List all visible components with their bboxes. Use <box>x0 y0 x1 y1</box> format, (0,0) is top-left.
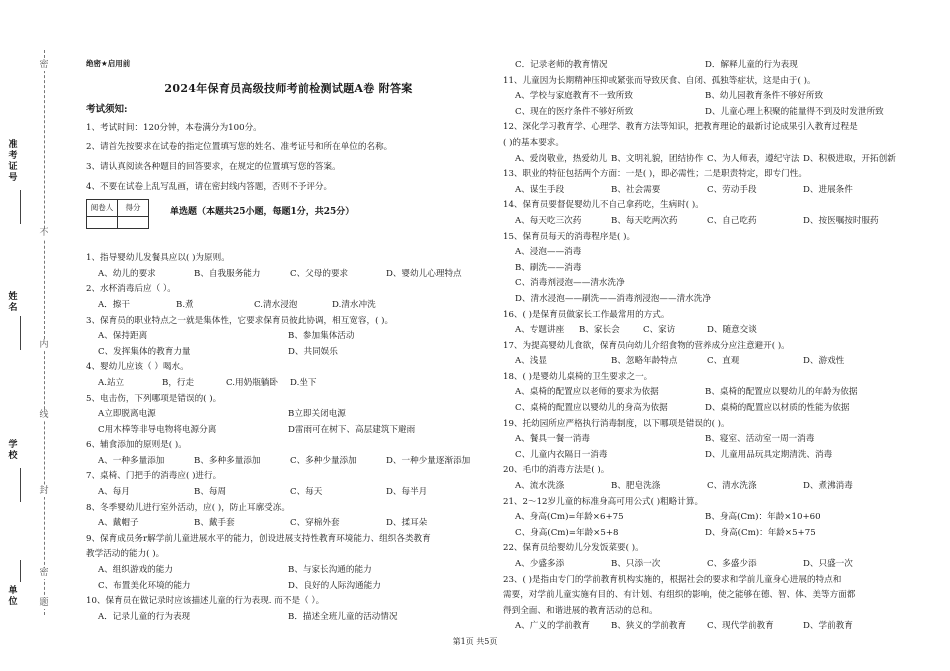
option-row <box>86 298 491 314</box>
answer-option[interactable]: A、桌椅的配置应以老师的要求为依据 <box>515 387 659 398</box>
section-title: 单选题（本题共25小题，每题1分，共25分） <box>170 207 355 218</box>
answer-option[interactable]: B、文明礼貌，团结协作 <box>611 153 704 164</box>
option-row <box>86 454 491 470</box>
option-row <box>503 510 923 526</box>
question-stem: 16、( )是保育员做家长工作最常用的方式。 <box>503 309 670 320</box>
question-stem: 22、保育员给婴幼儿分发饭菜要( )。 <box>503 543 644 554</box>
answer-option[interactable]: B.煮 <box>176 299 194 310</box>
field-label-name: 姓名 <box>8 292 18 313</box>
answer-option[interactable]: B、忽略年龄特点 <box>611 356 678 367</box>
option-row <box>86 345 491 361</box>
answer-option[interactable]: D、共同娱乐 <box>288 346 338 357</box>
grader-header: 阅卷人 <box>87 200 118 217</box>
option-row <box>503 105 923 121</box>
answer-option[interactable]: C、父母的要求 <box>290 268 349 279</box>
answer-option[interactable]: B、幼儿园教育条件不够好所致 <box>705 91 824 102</box>
answer-option[interactable]: A、广义的学前教育 <box>515 621 590 632</box>
answer-option[interactable]: B、桌椅的配置应以婴幼儿的年龄为依据 <box>705 387 858 398</box>
question-stem: 5、电击伤，下列哪项是错误的( )。 <box>86 393 222 404</box>
grader-cell[interactable] <box>87 216 118 228</box>
notice-item: 1、考试时间：120分钟，本卷满分为100分。 <box>86 122 262 133</box>
option-row <box>86 423 491 439</box>
answer-option[interactable]: B．描述全班儿童的活动情况 <box>288 611 398 622</box>
answer-option[interactable]: D、儿童心理上积聚的能量得不到及时发泄所致 <box>705 106 884 117</box>
answer-option[interactable]: C、劳动手段 <box>707 184 757 195</box>
option-row <box>86 267 491 283</box>
answer-option[interactable]: C、发挥集体的教育力量 <box>98 346 191 357</box>
score-header: 得分 <box>118 200 149 217</box>
answer-option[interactable]: D、积极进取，开拓创新 <box>803 153 896 164</box>
answer-option[interactable]: A．擦干 <box>98 299 130 310</box>
question-stem: 需要，对学前儿童实施有目的、有计划、有组织的影响，使之能够在德、智、体、美等方面都 <box>503 590 856 601</box>
notice-item: 3、请认真阅读各种题目的回答要求，在规定的位置填写您的答案。 <box>86 161 341 172</box>
binding-margin <box>0 0 78 671</box>
answer-option[interactable]: D、煮沸消毒 <box>803 481 853 492</box>
answer-option[interactable]: C、自己吃药 <box>707 215 757 226</box>
answer-option[interactable]: A立即脱离电源 <box>98 409 156 420</box>
answer-option[interactable]: D、只盛一次 <box>803 559 853 569</box>
secret-mark: 绝密★启用前 <box>86 59 131 68</box>
answer-option[interactable]: D、一种少量逐渐添加 <box>386 455 471 466</box>
answer-option[interactable]: C、消毒剂浸泡——清水洗净 <box>515 278 625 289</box>
answer-option[interactable]: C、儿童内衣隔日一消毒 <box>515 449 608 460</box>
seal-char: 密 <box>39 60 49 70</box>
answer-option[interactable]: D、身高(Cm)：年龄×5+75 <box>705 527 816 538</box>
question-stem: 13、职业的特征包括两个方面：一是( )，即必需性；二是职责特定，即专门性。 <box>503 169 807 180</box>
question-stem: 9、保育成员务r解学前儿童进展水平的能力，创设进展支持性教育环境能力、组织各类教育 <box>86 533 431 544</box>
answer-option[interactable]: B、戴手套 <box>194 518 235 529</box>
answer-option[interactable]: C用木棒等非导电物将电源分离 <box>98 424 217 435</box>
option-row <box>86 407 491 423</box>
unit-line <box>20 560 21 582</box>
answer-option[interactable]: C、现代学前教育 <box>707 621 774 632</box>
option-row <box>86 579 491 595</box>
option-row <box>503 354 923 370</box>
option-row <box>86 563 491 579</box>
question-stem: 15、保育员每天的消毒程序是( )。 <box>503 231 636 242</box>
answer-option[interactable]: D、揉耳朵 <box>386 518 428 529</box>
question-stem: 21、2～12岁儿童的标准身高可用公式( )粗略计算。 <box>503 496 704 507</box>
answer-option[interactable]: B、每天吃两次药 <box>611 215 678 226</box>
option-row <box>503 448 923 464</box>
answer-option[interactable]: B、只添一次 <box>611 559 661 569</box>
answer-option[interactable]: B、自我服务能力 <box>194 268 261 279</box>
answer-option[interactable]: B，行走 <box>162 377 195 388</box>
answer-option[interactable]: B立即关闭电源 <box>288 409 346 420</box>
seal-char: 题 <box>39 598 49 608</box>
question-stem: 1、指导婴幼儿发餐具应以( )为原则。 <box>86 253 230 264</box>
option-row <box>503 401 923 417</box>
option-row <box>503 557 923 573</box>
left-questions <box>86 251 491 625</box>
name-line <box>20 316 21 350</box>
answer-option[interactable]: C.用奶瓶躺卧 <box>226 377 278 388</box>
answer-option[interactable]: D、按医嘱按时服药 <box>803 215 879 226</box>
answer-option[interactable]: D.坐下 <box>290 377 317 388</box>
school-line <box>20 468 21 502</box>
field-label-exam-id: 准考证号 <box>8 140 18 183</box>
answer-option[interactable]: B、社会需要 <box>611 184 661 195</box>
option-row <box>503 432 923 448</box>
option-row <box>86 485 491 501</box>
answer-option[interactable]: B、参加集体活动 <box>288 331 355 342</box>
answer-option[interactable]: A、爱岗敬业，热爱幼儿 <box>515 153 608 164</box>
answer-option[interactable]: B、多种多量添加 <box>194 455 261 466</box>
score-area <box>86 199 491 227</box>
answer-option[interactable]: A、谋生手段 <box>515 184 565 195</box>
score-table <box>86 199 149 229</box>
answer-option[interactable]: A、专题讲座 <box>515 325 565 336</box>
option-row <box>503 385 923 401</box>
answer-option[interactable]: C、多盛少添 <box>707 559 757 569</box>
answer-option[interactable]: D、清水浸泡——刷洗——消毒剂浸泡——清水洗净 <box>515 293 711 304</box>
seal-line <box>44 50 45 615</box>
score-cell[interactable] <box>118 216 149 228</box>
answer-option[interactable]: A、每天吃三次药 <box>515 215 582 226</box>
answer-option[interactable]: D、儿童用品玩具定期清洗、消毒 <box>705 449 833 460</box>
answer-option[interactable]: A、一种多量添加 <box>98 455 165 466</box>
question-stem: 4、婴幼儿应该（ ）喝水。 <box>86 362 189 373</box>
answer-option[interactable]: D、进展条件 <box>803 184 853 195</box>
answer-option[interactable]: D、每半月 <box>386 487 428 498</box>
question-stem: 19、托幼园所应严格执行消毒制度，以下哪项是错误的( )。 <box>503 418 730 429</box>
question-stem: 11、儿童因为长期精神压抑或紧张而导致厌食、自闭、孤独等症状，这是由于( )。 <box>503 75 816 86</box>
answer-option[interactable]: D、游戏性 <box>803 356 845 367</box>
answer-option[interactable]: C、家访 <box>643 325 676 336</box>
answer-option[interactable]: A.站立 <box>98 377 125 388</box>
seal-char: 不 <box>39 228 49 238</box>
right-questions <box>503 58 923 635</box>
question-stem: 7、桌椅、门把手的消毒应( )进行。 <box>86 471 222 482</box>
answer-option[interactable]: D、婴幼儿心理特点 <box>386 268 462 279</box>
option-row <box>503 479 923 495</box>
answer-option[interactable]: B、狭义的学前教育 <box>611 621 687 632</box>
right-column <box>503 58 923 635</box>
notice-item: 2、请首先按要求在试卷的指定位置填写您的姓名、准考证号和所在单位的名称。 <box>86 142 393 153</box>
left-column <box>86 56 491 625</box>
answer-option[interactable]: A、少盛多添 <box>515 559 565 569</box>
answer-option[interactable]: C、现在的医疗条件不够好所致 <box>515 106 634 117</box>
answer-option[interactable]: A、幼儿的要求 <box>98 268 156 279</box>
field-label-unit: 单位 <box>8 586 18 607</box>
question-stem: 3、保育员的职业特点之一就是集体性，它要求保育员彼此协调，相互宽容，( )。 <box>86 315 394 326</box>
answer-option[interactable]: C、穿棉外套 <box>290 518 340 529</box>
question-stem: 23、( )是指由专门的学前教育机构实施的，根据社会的要求和学前儿童身心进展的特点和 <box>503 574 842 585</box>
question-stem: 教学活动的能力( )。 <box>86 549 165 560</box>
notice-item: 4、不要在试卷上乱写乱画，请在密封线内答题，否则不予评分。 <box>86 181 333 192</box>
answer-option[interactable]: D．解释儿童的行为表现 <box>705 60 798 70</box>
option-row <box>503 214 923 230</box>
option-row <box>86 610 491 626</box>
answer-option[interactable]: C、直观 <box>707 356 740 367</box>
question-stem: 8、冬季婴幼儿进行室外活动，应( )，防止耳廓受冻。 <box>86 502 290 513</box>
answer-option[interactable]: A、学校与家庭教育不一致所致 <box>515 91 633 102</box>
option-row <box>503 619 923 635</box>
option-row <box>86 329 491 345</box>
question-stem: 10、保育员在做记录时应该描述儿童的行为表现. 而不是（ ）。 <box>86 596 325 607</box>
answer-option[interactable]: C、布置美化环境的能力 <box>98 580 191 591</box>
answer-option[interactable]: B、身高(Cm)：年龄×10+60 <box>705 512 821 523</box>
page-title: 2024年保育员高级技师考前检测试题A卷 附答案 <box>164 81 413 95</box>
answer-option[interactable]: B、刷洗——消毒 <box>515 262 582 273</box>
option-row <box>86 376 491 392</box>
answer-option[interactable]: B、与家长沟通的能力 <box>288 565 372 576</box>
answer-option[interactable]: A、每月 <box>98 487 130 498</box>
answer-option[interactable]: C、桌椅的配置应以婴幼儿的身高为依据 <box>515 403 668 414</box>
answer-option[interactable]: A、浸泡——消毒 <box>515 247 582 258</box>
question-stem: 17、为提高婴幼儿食欲，保育员向幼儿介绍食物的营养成分应注意避开( )。 <box>503 340 790 351</box>
answer-option[interactable]: A、身高(Cm)=年龄×6+75 <box>515 512 624 523</box>
answer-option[interactable]: B、每周 <box>194 487 227 498</box>
option-row <box>503 58 923 74</box>
answer-option[interactable]: C、身高(Cm)=年龄×5+8 <box>515 527 619 538</box>
answer-option[interactable]: B、寝室、活动室一周一消毒 <box>705 434 815 445</box>
seal-char: 内 <box>39 340 49 350</box>
question-stem: 得到全面、和谐进展的教育活动的总和。 <box>503 605 658 616</box>
question-stem: 6、辅食添加的原则是( )。 <box>86 440 187 451</box>
option-row <box>86 516 491 532</box>
answer-option[interactable]: A、餐具一餐一消毒 <box>515 434 590 445</box>
question-stem: 14、保育员要督促婴幼儿不自己拿药吃，生病时( )。 <box>503 200 704 211</box>
option-row <box>503 152 923 168</box>
answer-option[interactable]: A、保持距离 <box>98 331 148 342</box>
answer-option[interactable]: C、清水洗涤 <box>707 481 757 492</box>
answer-option[interactable]: D、良好的人际沟通能力 <box>288 580 381 591</box>
question-stem: 12、深化学习教育学、心理学、教育方法等知识，把教育理论的最新讨论成果引入教育过程是 <box>503 122 858 133</box>
seal-char: 封 <box>39 486 49 496</box>
page-number: 第1页 共5页 <box>452 637 498 646</box>
answer-option[interactable]: D、学前教育 <box>803 621 853 632</box>
option-row <box>503 183 923 199</box>
answer-option[interactable]: A、戴帽子 <box>98 518 139 529</box>
answer-option[interactable]: D雷雨可在树下、高层建筑下避雨 <box>288 424 416 435</box>
answer-option[interactable]: D、随意交谈 <box>707 325 757 336</box>
answer-option[interactable]: D、桌椅的配置应以材质的性能为依据 <box>705 403 850 414</box>
answer-option[interactable]: C、每天 <box>290 487 323 498</box>
seal-char: 线 <box>39 410 49 420</box>
answer-option[interactable]: A、流水洗涤 <box>515 481 565 492</box>
seal-char: 密 <box>39 568 49 578</box>
answer-option[interactable]: B、家长会 <box>579 325 620 336</box>
exam-id-line <box>20 190 21 224</box>
answer-option[interactable]: A、组织游戏的能力 <box>98 565 173 576</box>
answer-option[interactable]: A．记录儿童的行为表现 <box>98 611 191 622</box>
question-stem: 2、水杯消毒后应（ ）。 <box>86 284 176 295</box>
answer-option[interactable]: A、浅显 <box>515 356 547 367</box>
option-row <box>503 89 923 105</box>
answer-option[interactable]: C.清水浸泡 <box>254 299 298 310</box>
question-stem: 20、毛巾的消毒方法是( )。 <box>503 465 610 476</box>
notice-heading: 考试须知: <box>86 104 128 116</box>
option-row <box>503 526 923 542</box>
answer-option[interactable]: B、肥皂洗涤 <box>611 481 661 492</box>
field-label-school: 学校 <box>8 440 18 461</box>
question-stem: 18、( )是婴幼儿桌椅的卫生要求之一。 <box>503 371 653 382</box>
answer-option[interactable]: C、为人师表，遵纪守法 <box>707 153 800 164</box>
option-row <box>503 323 923 339</box>
answer-option[interactable]: D.清水冲洗 <box>332 299 376 310</box>
answer-option[interactable]: C、多种少量添加 <box>290 455 357 466</box>
answer-option[interactable]: C．记录老师的教育情况 <box>515 60 608 70</box>
question-stem: ( )的基本要求。 <box>503 137 564 148</box>
